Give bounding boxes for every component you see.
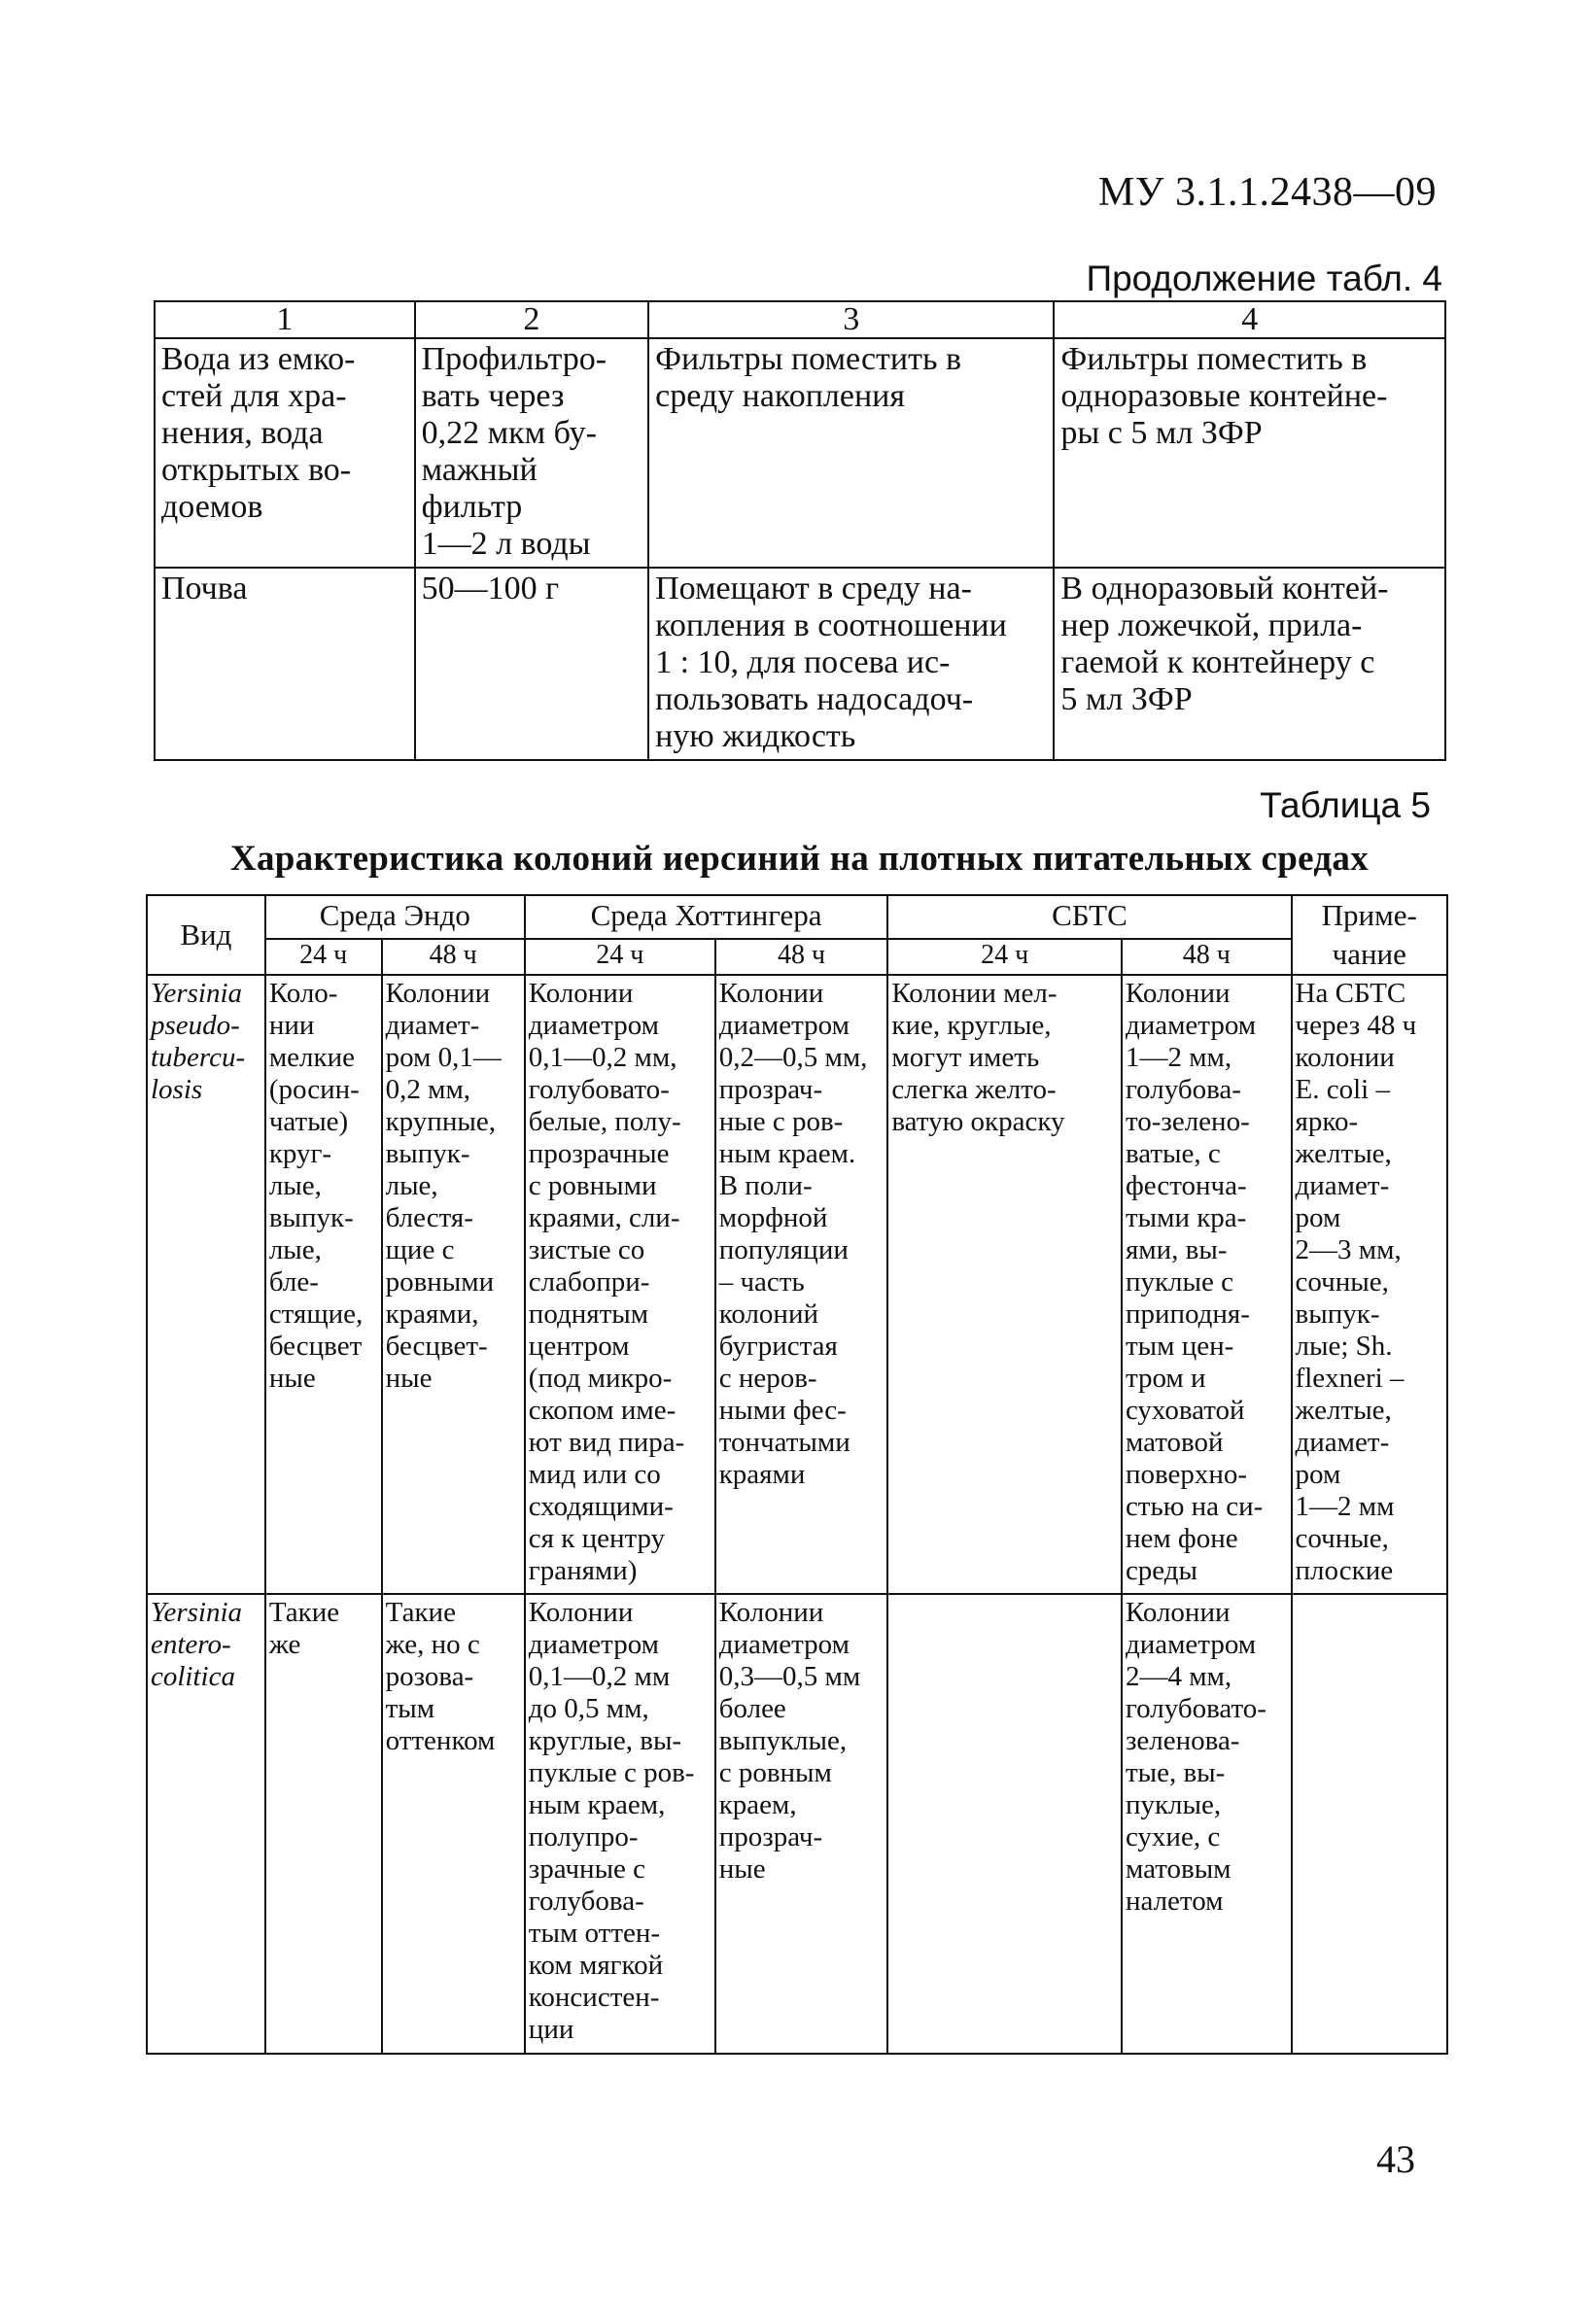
table-cell	[1292, 1594, 1447, 2054]
column-header: 2	[415, 301, 649, 338]
table-cell: Фильтры поместить в одноразовые контейне- ры с 5 мл ЗФР	[1054, 338, 1445, 568]
table-cell: Колонии диаметром 0,1—0,2 мм, голубовато- белые, полу- прозрачные с ровными краями, сли- зистые со слабопри- поднятым центром (под микро- скопом име- ют вид пира- мид или со сходящими- ся к центру гранями)	[525, 975, 715, 1594]
species-cell: Yersinia entero- colitica	[147, 1594, 265, 2054]
column-header-time: 48 ч	[382, 939, 525, 975]
column-header-time: 24 ч	[887, 939, 1122, 975]
table-cell: На СБТС через 48 ч колонии E. coli – ярко- желтые, диамет- ром 2—3 мм, сочные, выпук- лые; Sh. flexneri – желтые, диамет- ром 1—2 мм сочные, плоские	[1292, 975, 1447, 1594]
table-cell: Фильтры поместить в среду накопления	[648, 338, 1054, 568]
table-5	[146, 894, 1448, 2055]
table-cell: Почва	[155, 568, 415, 760]
table-cell: Колонии диаметром 0,1—0,2 мм до 0,5 мм, круглые, вы- пуклые с ров- ным краем, полупро- зрачные с голубова- тым оттен- ком мягкой консистен- ции	[525, 1594, 715, 2054]
table-cell: Коло- нии мелкие (росин- чатые) круг- лые, выпук- лые, бле- стящие, бесцвет ные	[265, 975, 382, 1594]
column-group-hottinger: Среда Хоттингера	[525, 895, 888, 939]
table-row	[155, 338, 1445, 568]
column-group-sbts: СБТС	[887, 895, 1291, 939]
table-cell: 50—100 г	[415, 568, 649, 760]
table-cell: Колонии диаметром 1—2 мм, голубова- то-зелено- ватые, с фестонча- тыми кра- ями, вы- пуклые с приподня- тым цен- тром и суховатой матовой поверхно- стью на си- нем фоне среды	[1122, 975, 1292, 1594]
column-header-time: 48 ч	[715, 939, 888, 975]
table-header-row	[155, 301, 1445, 338]
table-row	[147, 1594, 1447, 2054]
page-number: 43	[1376, 2137, 1415, 2181]
table-cell: Вода из емко- стей для хра- нения, вода открытых во- доемов	[155, 338, 415, 568]
table-cell: Помещают в среду на- копления в соотношении 1 : 10, для посева ис- пользовать надосадоч- ную жидкость	[648, 568, 1054, 760]
table-cell: Такие же	[265, 1594, 382, 2054]
table-cell: Колонии диаметром 0,2—0,5 мм, прозрач- ные с ров- ным краем. В поли- морфной популяции – часть колоний бугристая с неров- ными фес- тончатыми краями	[715, 975, 888, 1594]
column-header-time: 24 ч	[525, 939, 715, 975]
table-cell: Колонии мел- кие, круглые, могут иметь слегка желто- ватую окраску	[887, 975, 1122, 1594]
column-header: 3	[648, 301, 1054, 338]
table-4-continuation	[154, 300, 1446, 761]
table-cell: В одноразовый контей- нер ложечкой, прила- гаемой к контейнеру с 5 мл ЗФР	[1054, 568, 1445, 760]
column-header-note: Приме- чание	[1292, 895, 1447, 975]
table-cell: Профильтро- вать через 0,22 мкм бу- мажный фильтр 1—2 л воды	[415, 338, 649, 568]
table-subheader-row	[147, 939, 1447, 975]
table-cell: Колонии диаметром 2—4 мм, голубовато- зеленова- тые, вы- пуклые, сухие, с матовым налетом	[1122, 1594, 1292, 2054]
species-cell: Yersinia pseudo- tubercu- losis	[147, 975, 265, 1594]
column-group-endo: Среда Эндо	[265, 895, 525, 939]
column-header: 4	[1054, 301, 1445, 338]
table-cell: Такие же, но с розова- тым оттенком	[382, 1594, 525, 2054]
column-header-species: Вид	[147, 895, 265, 975]
table-5-title: Характеристика колоний иерсиний на плотных питательных средах	[229, 839, 1370, 879]
table-row	[155, 568, 1445, 760]
column-header-time: 48 ч	[1122, 939, 1292, 975]
table-cell: Колонии диамет- ром 0,1— 0,2 мм, крупные, выпук- лые, блестя- щие с ровными краями, бесцвет- ные	[382, 975, 525, 1594]
column-header-time: 24 ч	[265, 939, 382, 975]
column-header: 1	[155, 301, 415, 338]
table-5-caption: Таблица 5	[1260, 785, 1431, 825]
table-header-row	[147, 895, 1447, 939]
table-cell	[887, 1594, 1122, 2054]
document-code: МУ 3.1.1.2438—09	[1097, 170, 1437, 215]
table-row	[147, 975, 1447, 1594]
table-continuation-caption: Продолжение табл. 4	[1086, 259, 1442, 298]
table-cell: Колонии диаметром 0,3—0,5 мм более выпуклые, с ровным краем, прозрач- ные	[715, 1594, 888, 2054]
